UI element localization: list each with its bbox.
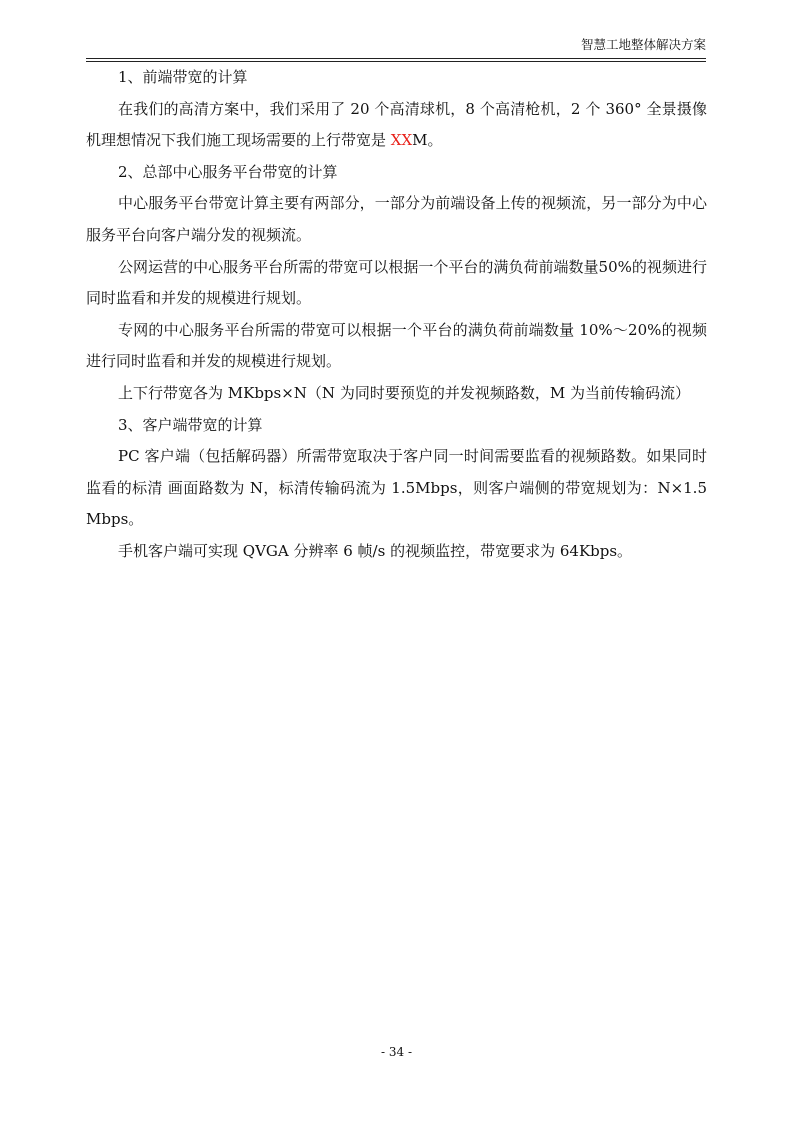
section-1-paragraph-1-text: 在我们的高清方案中，我们采用了 20 个高清球机，8 个高清枪机，2 个 360° 全景摄像机理想情况下我们施工现场需要的上行带宽是: [86, 99, 707, 150]
section-2-paragraph-4: 上下行带宽各为 MKbps×N（N 为同时要预览的并发视频路数，M 为当前传输码流）: [118, 383, 690, 402]
section-3-paragraph-2: 手机客户端可实现 QVGA 分辨率 6 帧/s 的视频监控，带宽要求为 64Kbps。: [118, 541, 633, 560]
section-2-paragraph-3: 专网的中心服务平台所需的带宽可以根据一个平台的满负荷前端数量 10%～20%的视频进行同时监看和并发的规模进行规划。: [86, 320, 707, 371]
section-2-heading: 2、总部中心服务平台带宽的计算: [118, 162, 338, 181]
section-1-heading: 1、前端带宽的计算: [118, 68, 248, 86]
page-number: - 34 -: [380, 1045, 412, 1059]
section-1-paragraph-1: [86, 94, 707, 157]
section-3-paragraph-1: PC 客户端（包括解码器）所需带宽取决于客户同一时间需要监看的视频路数。如果同时监看的标清 画面路数为 N，标清传输码流为 1.5Mbps，则客户端侧的带宽规划为：N×1.5Mbps。: [86, 447, 707, 529]
bandwidth-placeholder-highlight: XX: [390, 131, 413, 150]
section-3-heading: 3、客户端带宽的计算: [118, 415, 263, 434]
section-2-paragraph-1: 中心服务平台带宽计算主要有两部分，一部分为前端设备上传的视频流，另一部分为中心服务平台向客户端分发的视频流。: [86, 194, 707, 244]
document-body: [86, 62, 707, 568]
section-1-paragraph-1-tail: M。: [412, 131, 443, 150]
header-rule-top: [86, 58, 706, 59]
running-header-title: 智慧工地整体解决方案: [580, 37, 706, 52]
section-2-paragraph-2: 公网运营的中心服务平台所需的带宽可以根据一个平台的满负荷前端数量50%的视频进行同时监看和并发的规模进行规划。: [86, 257, 707, 308]
